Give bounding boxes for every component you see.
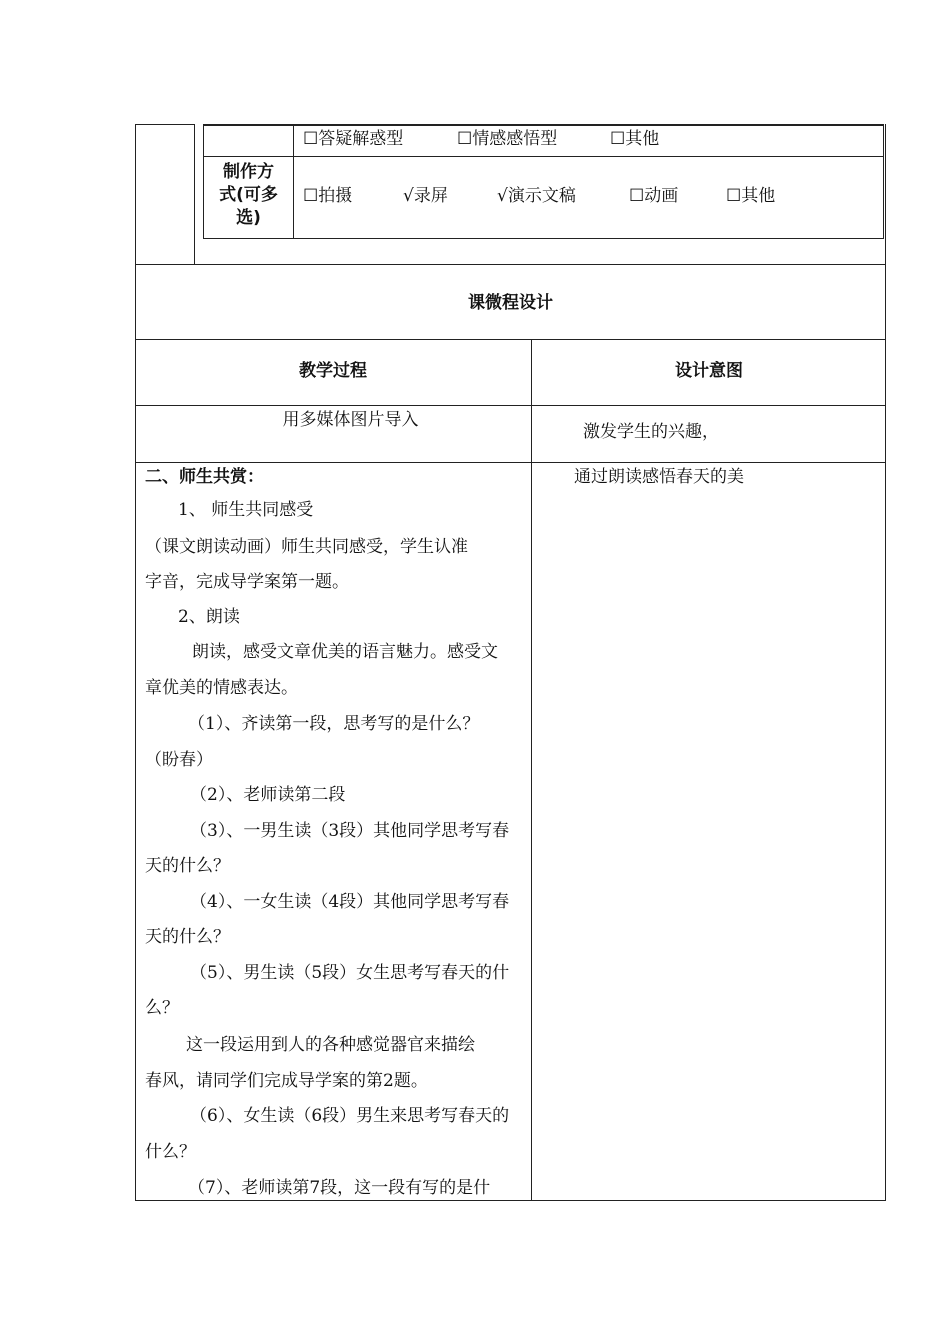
intro-process: 用多媒体图片导入 [282, 410, 419, 430]
option-shoot: ☐拍摄 [303, 186, 353, 206]
process-line: 2、朗读 [178, 607, 240, 627]
process-line: （6）、女生读（6段）男生来思考写春天的 [190, 1106, 510, 1126]
column-divider [531, 339, 532, 1201]
row-line-2 [135, 339, 886, 340]
option-other-1: ☐其他 [610, 129, 660, 149]
process-line: 春风，请同学们完成导学案的第2题。 [145, 1071, 428, 1091]
process-line: 么？ [145, 998, 179, 1018]
row-line-1 [135, 264, 886, 265]
nested-right [883, 124, 884, 239]
process-line: （5）、男生读（5段）女生思考写春天的什 [190, 963, 510, 983]
process-line: 朗读，感受文章优美的语言魅力。感受文 [192, 642, 498, 662]
option-other-2: ☐其他 [726, 186, 776, 206]
bottom-border [135, 1200, 886, 1201]
process-line: （2）、老师读第二段 [190, 785, 346, 805]
intro-intent: 激发学生的兴趣， [583, 422, 719, 442]
process-line: 章优美的情感表达。 [145, 678, 298, 698]
option-slides: √演示文稿 [497, 186, 576, 206]
process-line: （4）、一女生读（4段）其他同学思考写春 [190, 892, 510, 912]
make-method-label-3: 选) [236, 208, 261, 228]
top-border-left [135, 124, 195, 125]
make-method-label-2: 式(可多 [219, 185, 278, 205]
process-line: 字音，完成导学案第一题。 [145, 572, 349, 592]
outer-right-border [885, 124, 886, 1201]
process-line: 二、师生共赏： [145, 467, 264, 487]
nested-top [203, 124, 884, 126]
option-animation: ☐动画 [629, 186, 679, 206]
header-design-intent: 设计意图 [675, 361, 743, 381]
process-line: （1）、齐读第一段，思考写的是什么？ [188, 714, 480, 734]
row-line-4 [135, 462, 886, 463]
inner-left-border [194, 124, 195, 265]
process-line: 天的什么？ [145, 856, 230, 876]
row-line-3 [135, 405, 886, 406]
section-title: 课微程设计 [468, 293, 553, 313]
option-screen-record: √录屏 [403, 186, 448, 206]
process-line: 什么？ [145, 1142, 196, 1162]
process-line: （课文朗读动画）师生共同感受，学生认准 [145, 537, 468, 557]
process-line: （3）、一男生读（3段）其他同学思考写春 [190, 821, 510, 841]
option-answer-type: ☐答疑解惑型 [303, 129, 404, 149]
process-line: （7）、老师读第7段，这一段有写的是什 [188, 1178, 491, 1198]
option-emotion-type: ☐情感感悟型 [457, 129, 558, 149]
nested-bottom [203, 238, 884, 239]
nested-col-divider [293, 124, 294, 239]
main-intent: 通过朗读感悟春天的美 [574, 467, 744, 487]
make-method-label-1: 制作方 [223, 162, 274, 182]
nested-row-divider [203, 156, 884, 157]
process-line: 这一段运用到人的各种感觉器官来描绘 [186, 1035, 475, 1055]
process-line: 天的什么？ [145, 927, 230, 947]
header-teaching-process: 教学过程 [299, 361, 367, 381]
process-line: 1、 师生共同感受 [178, 500, 314, 520]
outer-left-border [135, 124, 136, 1201]
process-line: （盼春） [145, 750, 213, 770]
